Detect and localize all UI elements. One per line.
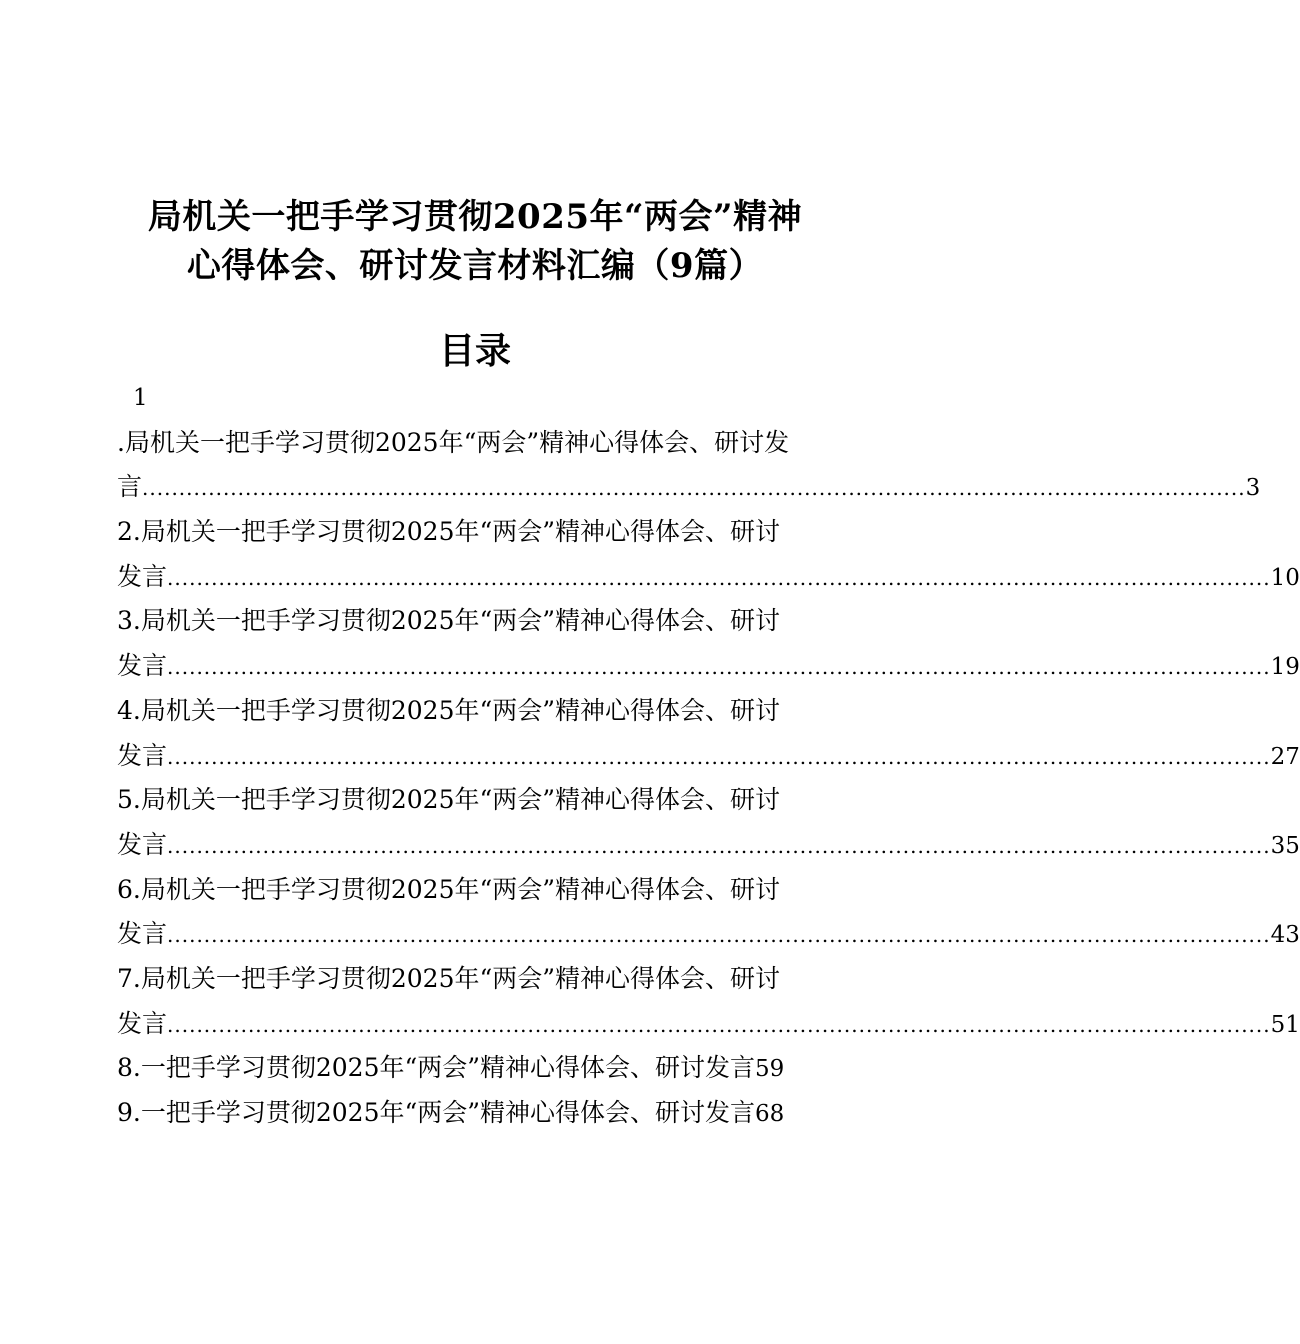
toc-entry-5-leader[interactable] [117, 823, 1300, 868]
toc-entry-4-page: 27 [1270, 743, 1300, 770]
toc-entry-1-leader[interactable] [117, 465, 1261, 510]
toc-entry-1-title-tail: 言 [117, 472, 143, 502]
toc-entry-4-title-tail: 发言 [117, 740, 168, 770]
document-title [100, 193, 850, 291]
toc-entry-3-leader[interactable] [117, 644, 1300, 689]
toc-entry-9-page: 68 [755, 1101, 785, 1127]
dot-leader: ...................................................................................................................................................... [167, 655, 1271, 680]
toc-entry-1-title[interactable]: .局机关一把手学习贯彻2025年“两会”精神心得体会、研讨发 [117, 427, 790, 457]
toc-entry-6-leader[interactable] [117, 912, 1300, 957]
document-title-line-2: 心得体会、研讨发言材料汇编（9篇） [186, 246, 764, 286]
toc-entry-6-title[interactable]: 6.局机关一把手学习贯彻2025年“两会”精神心得体会、研讨 [117, 874, 781, 904]
toc-entry-2-page: 10 [1270, 564, 1300, 591]
dot-leader: ...................................................................................................................................................... [167, 923, 1271, 948]
toc-entry-5-title[interactable]: 5.局机关一把手学习贯彻2025年“两会”精神心得体会、研讨 [117, 785, 781, 815]
dot-leader: ...................................................................................................................................................... [167, 744, 1271, 769]
toc-entry-7-title[interactable]: 7.局机关一把手学习贯彻2025年“两会”精神心得体会、研讨 [117, 963, 781, 993]
toc-entry-9[interactable] [117, 1091, 832, 1136]
toc-entry-8-page: 59 [755, 1056, 785, 1083]
dot-leader: ...................................................................................................................................................... [142, 476, 1246, 501]
toc-heading: 目录 [438, 330, 511, 372]
toc-entry-7-leader[interactable] [117, 1002, 1300, 1047]
toc-entry-3-title[interactable]: 3.局机关一把手学习贯彻2025年“两会”精神心得体会、研讨 [117, 606, 781, 636]
toc-entry-3-title-tail: 发言 [117, 651, 168, 681]
dot-leader: ...................................................................................................................................................... [167, 565, 1271, 590]
toc-entry-8-title: 8.一把手学习贯彻2025年“两会”精神心得体会、研讨发言 [117, 1053, 756, 1083]
dot-leader: ...................................................................................................................................................... [167, 1012, 1271, 1037]
toc-entry-8[interactable] [117, 1046, 832, 1091]
toc-entry-1-number: 1 [133, 385, 148, 411]
toc-entry-1-page: 3 [1245, 475, 1261, 502]
document-title-line-1: 局机关一把手学习贯彻2025年“两会”精神 [147, 197, 803, 237]
toc-entry-3-page: 19 [1270, 654, 1300, 681]
toc-entry-6-title-tail: 发言 [117, 919, 168, 949]
dot-leader: ...................................................................................................................................................... [167, 833, 1271, 858]
toc-entry-2-title-tail: 发言 [117, 561, 168, 591]
table-of-contents [117, 376, 1300, 1136]
toc-entry-4-title[interactable]: 4.局机关一把手学习贯彻2025年“两会”精神心得体会、研讨 [117, 695, 781, 725]
toc-entry-5-page: 35 [1270, 832, 1300, 859]
toc-entry-4-leader[interactable] [117, 734, 1300, 779]
toc-entry-7-title-tail: 发言 [117, 1008, 168, 1038]
toc-entry-2-leader[interactable] [117, 555, 1300, 600]
toc-entry-6-page: 43 [1270, 922, 1300, 949]
toc-entry-7-page: 51 [1270, 1011, 1300, 1038]
toc-entry-5-title-tail: 发言 [117, 829, 168, 859]
toc-entry-9-title: 9.一把手学习贯彻2025年“两会”精神心得体会、研讨发言 [117, 1098, 756, 1127]
toc-entry-2-title[interactable]: 2.局机关一把手学习贯彻2025年“两会”精神心得体会、研讨 [117, 517, 781, 547]
